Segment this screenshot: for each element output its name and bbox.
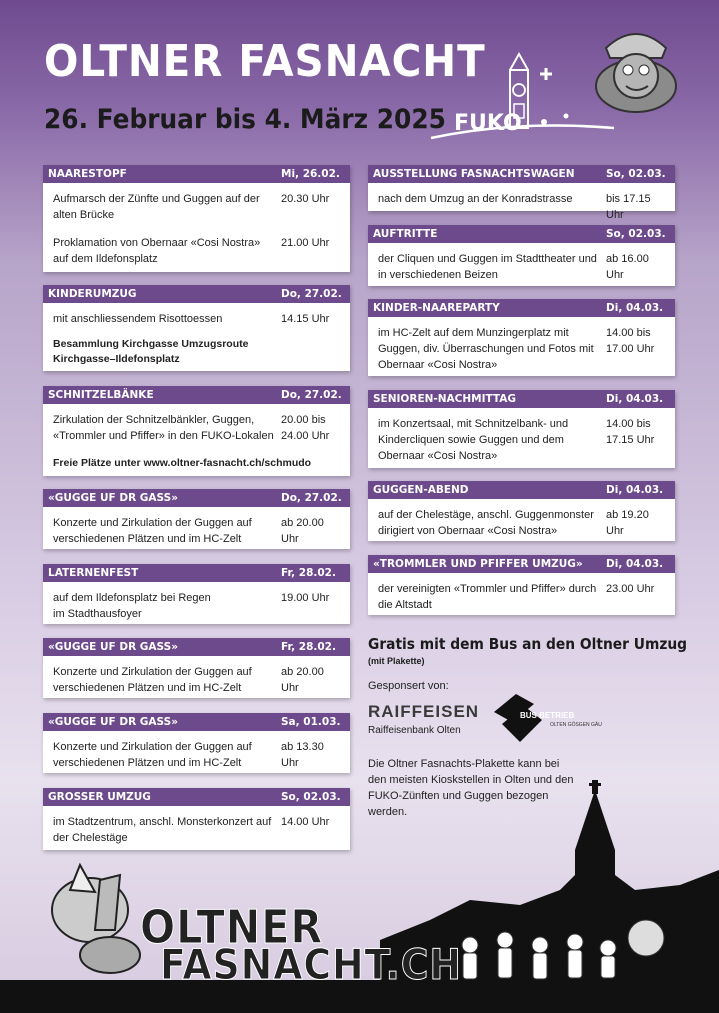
event-card-gugge-do [43, 489, 350, 549]
event-time: ab 20.00 Uhr [281, 666, 324, 694]
busbetrieb-sub: OLTEN GÖSGEN GÄU [550, 722, 602, 728]
event-date: Fr, 28.02. [281, 567, 336, 579]
event-date: Mi, 26.02. [281, 168, 340, 180]
event-description: Zirkulation der Schnitzelbänkler, Guggen, «Trommler und Pfiffer» in den FUKO-Lokalen [53, 414, 274, 442]
event-date: Di, 04.03. [606, 484, 664, 496]
event-description: auf dem Ildefonsplatz bei Regen im Stadthausfoyer [53, 592, 211, 620]
event-card-schnitzelbaenke [43, 386, 350, 476]
event-description: der vereinigten «Trommler und Pfiffer» durch die Altstadt [378, 583, 597, 611]
event-date: Fr, 28.02. [281, 641, 336, 653]
event-card-senioren [368, 390, 675, 468]
event-heading: NAARESTOPF Mi, 26.02. [43, 165, 350, 183]
event-card-trommler-pfiffer [368, 555, 675, 615]
event-description: Proklamation von Obernaar «Cosi Nostra» auf dem Ildefonsplatz [53, 237, 261, 265]
event-card-auftritte [368, 225, 675, 286]
fasnacht-plakette-badge [592, 18, 680, 116]
event-description: Konzerte und Zirkulation der Guggen auf verschiedenen Plätzen und im HC-Zelt [53, 741, 252, 769]
event-description: mit anschliessendem Risottoessen [53, 313, 223, 325]
event-time: 14.15 Uhr [281, 313, 330, 325]
event-time: 14.00 Uhr [281, 816, 330, 828]
event-time: 20.30 Uhr [281, 193, 330, 205]
event-description: im HC-Zelt auf dem Munzingerplatz mit Guggen, div. Überraschungen und Fotos mit Obernaar «Cosi Nostra» [378, 327, 594, 371]
event-time: 14.00 bis 17.15 Uhr [606, 418, 655, 446]
event-description: im Stadtzentrum, anschl. Monsterkonzert auf der Chelestäge [53, 816, 272, 844]
event-description: nach dem Umzug an der Konradstrasse [378, 193, 573, 205]
event-description: im Konzertsaal, mit Schnitzelbank- und Kindercliquen sowie Guggen und dem Obernaar «Cosi Nostra» [378, 418, 569, 462]
event-card-kinderumzug [43, 285, 350, 371]
fuko-tower-logo [426, 50, 616, 150]
bus-offer-title: Gratis mit dem Bus an den Oltner Umzug [368, 635, 688, 653]
event-date: So, 02.03. [606, 228, 666, 240]
event-date: Do, 27.02. [281, 492, 342, 504]
event-time: 23.00 Uhr [606, 583, 655, 595]
event-card-ausstellung [368, 165, 675, 221]
event-dates: 26. Februar bis 4. März 2025 [44, 104, 446, 135]
raiffeisen-logo: RAIFFEISEN [368, 702, 480, 721]
event-date: So, 02.03. [606, 168, 666, 180]
event-card-gugge-fr [43, 638, 350, 698]
event-heading: KINDER-NAAREPARTY Di, 04.03. [368, 299, 675, 317]
event-description: Aufmarsch der Zünfte und Guggen auf der alten Brücke [53, 193, 260, 221]
busbetrieb-text: BUS BETRIEB [520, 711, 575, 720]
event-description: der Cliquen und Guggen im Stadttheater und in verschiedenen Beizen [378, 253, 597, 281]
event-description: auf der Chelestäge, anschl. Guggenmonster dirigiert von Obernaar «Cosi Nostra» [378, 509, 594, 537]
event-time: 19.00 Uhr [281, 592, 330, 604]
event-date: Do, 27.02. [281, 288, 342, 300]
event-note: Freie Plätze unter www.oltner-fasnacht.ch/schmudo [53, 457, 312, 469]
event-date: Sa, 01.03. [281, 716, 341, 728]
event-card-naarestopf [43, 165, 350, 272]
event-time: bis 17.15 Uhr [606, 193, 651, 221]
bus-offer-subtitle: (mit Plakette) [368, 656, 425, 666]
event-time: ab 19.20 Uhr [606, 509, 649, 537]
fuko-label: FUKO [454, 111, 522, 136]
event-time: 14.00 bis 17.00 Uhr [606, 327, 655, 355]
event-time: ab 13.30 Uhr [281, 741, 324, 769]
event-heading: SCHNITZELBÄNKE Do, 27.02. [43, 386, 350, 404]
event-description: Konzerte und Zirkulation der Guggen auf verschiedenen Plätzen und im HC-Zelt [53, 517, 252, 545]
event-date: Di, 04.03. [606, 302, 664, 314]
event-time: 21.00 Uhr [281, 237, 330, 249]
plakette-note: Die Oltner Fasnachts-Plakette kann bei den meisten Kioskstellen in Olten und den FUKO-Zünften und Guggen bezogen werden. [368, 758, 574, 818]
event-card-guggen-abend [368, 481, 675, 541]
event-heading: «GUGGE UF DR GASS» Fr, 28.02. [43, 638, 350, 656]
event-date: So, 02.03. [281, 791, 341, 803]
sponsored-by-label: Gesponsert von: [368, 680, 449, 692]
event-description: Konzerte und Zirkulation der Guggen auf verschiedenen Plätzen und im HC-Zelt [53, 666, 252, 694]
footer-logo-oltner: OLTNER [140, 900, 324, 954]
page-title: OLTNER FASNACHT [44, 36, 486, 87]
event-card-gugge-sa [43, 713, 350, 773]
event-time: 20.00 bis 24.00 Uhr [281, 414, 330, 442]
event-date: Di, 04.03. [606, 393, 664, 405]
raiffeisen-name: Raiffeisenbank Olten [368, 725, 461, 736]
event-date: Di, 04.03. [606, 558, 664, 570]
busbetrieb-logo [494, 694, 664, 744]
event-heading: GROSSER UMZUG So, 02.03. [43, 788, 350, 806]
event-heading: «TROMMLER UND PFIFFER UMZUG» Di, 04.03. [368, 555, 675, 573]
event-heading: KINDERUMZUG Do, 27.02. [43, 285, 350, 303]
footer-logo-fasnacht: FASNACHT.CH [160, 940, 462, 989]
event-heading: «GUGGE UF DR GASS» Do, 27.02. [43, 489, 350, 507]
event-heading: LATERNENFEST Fr, 28.02. [43, 564, 350, 582]
event-heading: AUFTRITTE So, 02.03. [368, 225, 675, 243]
event-card-kinder-naareparty [368, 299, 675, 376]
event-time: ab 20.00 Uhr [281, 517, 324, 545]
event-heading: GUGGEN-ABEND Di, 04.03. [368, 481, 675, 499]
event-note: Besammlung Kirchgasse Umzugsroute Kirchgasse–Ildefonsplatz [53, 338, 249, 365]
event-heading: «GUGGE UF DR GASS» Sa, 01.03. [43, 713, 350, 731]
event-heading: SENIOREN-NACHMITTAG Di, 04.03. [368, 390, 675, 408]
event-card-laternenfest [43, 564, 350, 624]
event-heading: AUSSTELLUNG FASNACHTSWAGEN So, 02.03. [368, 165, 675, 183]
event-time: ab 16.00 Uhr [606, 253, 649, 281]
event-date: Do, 27.02. [281, 389, 342, 401]
